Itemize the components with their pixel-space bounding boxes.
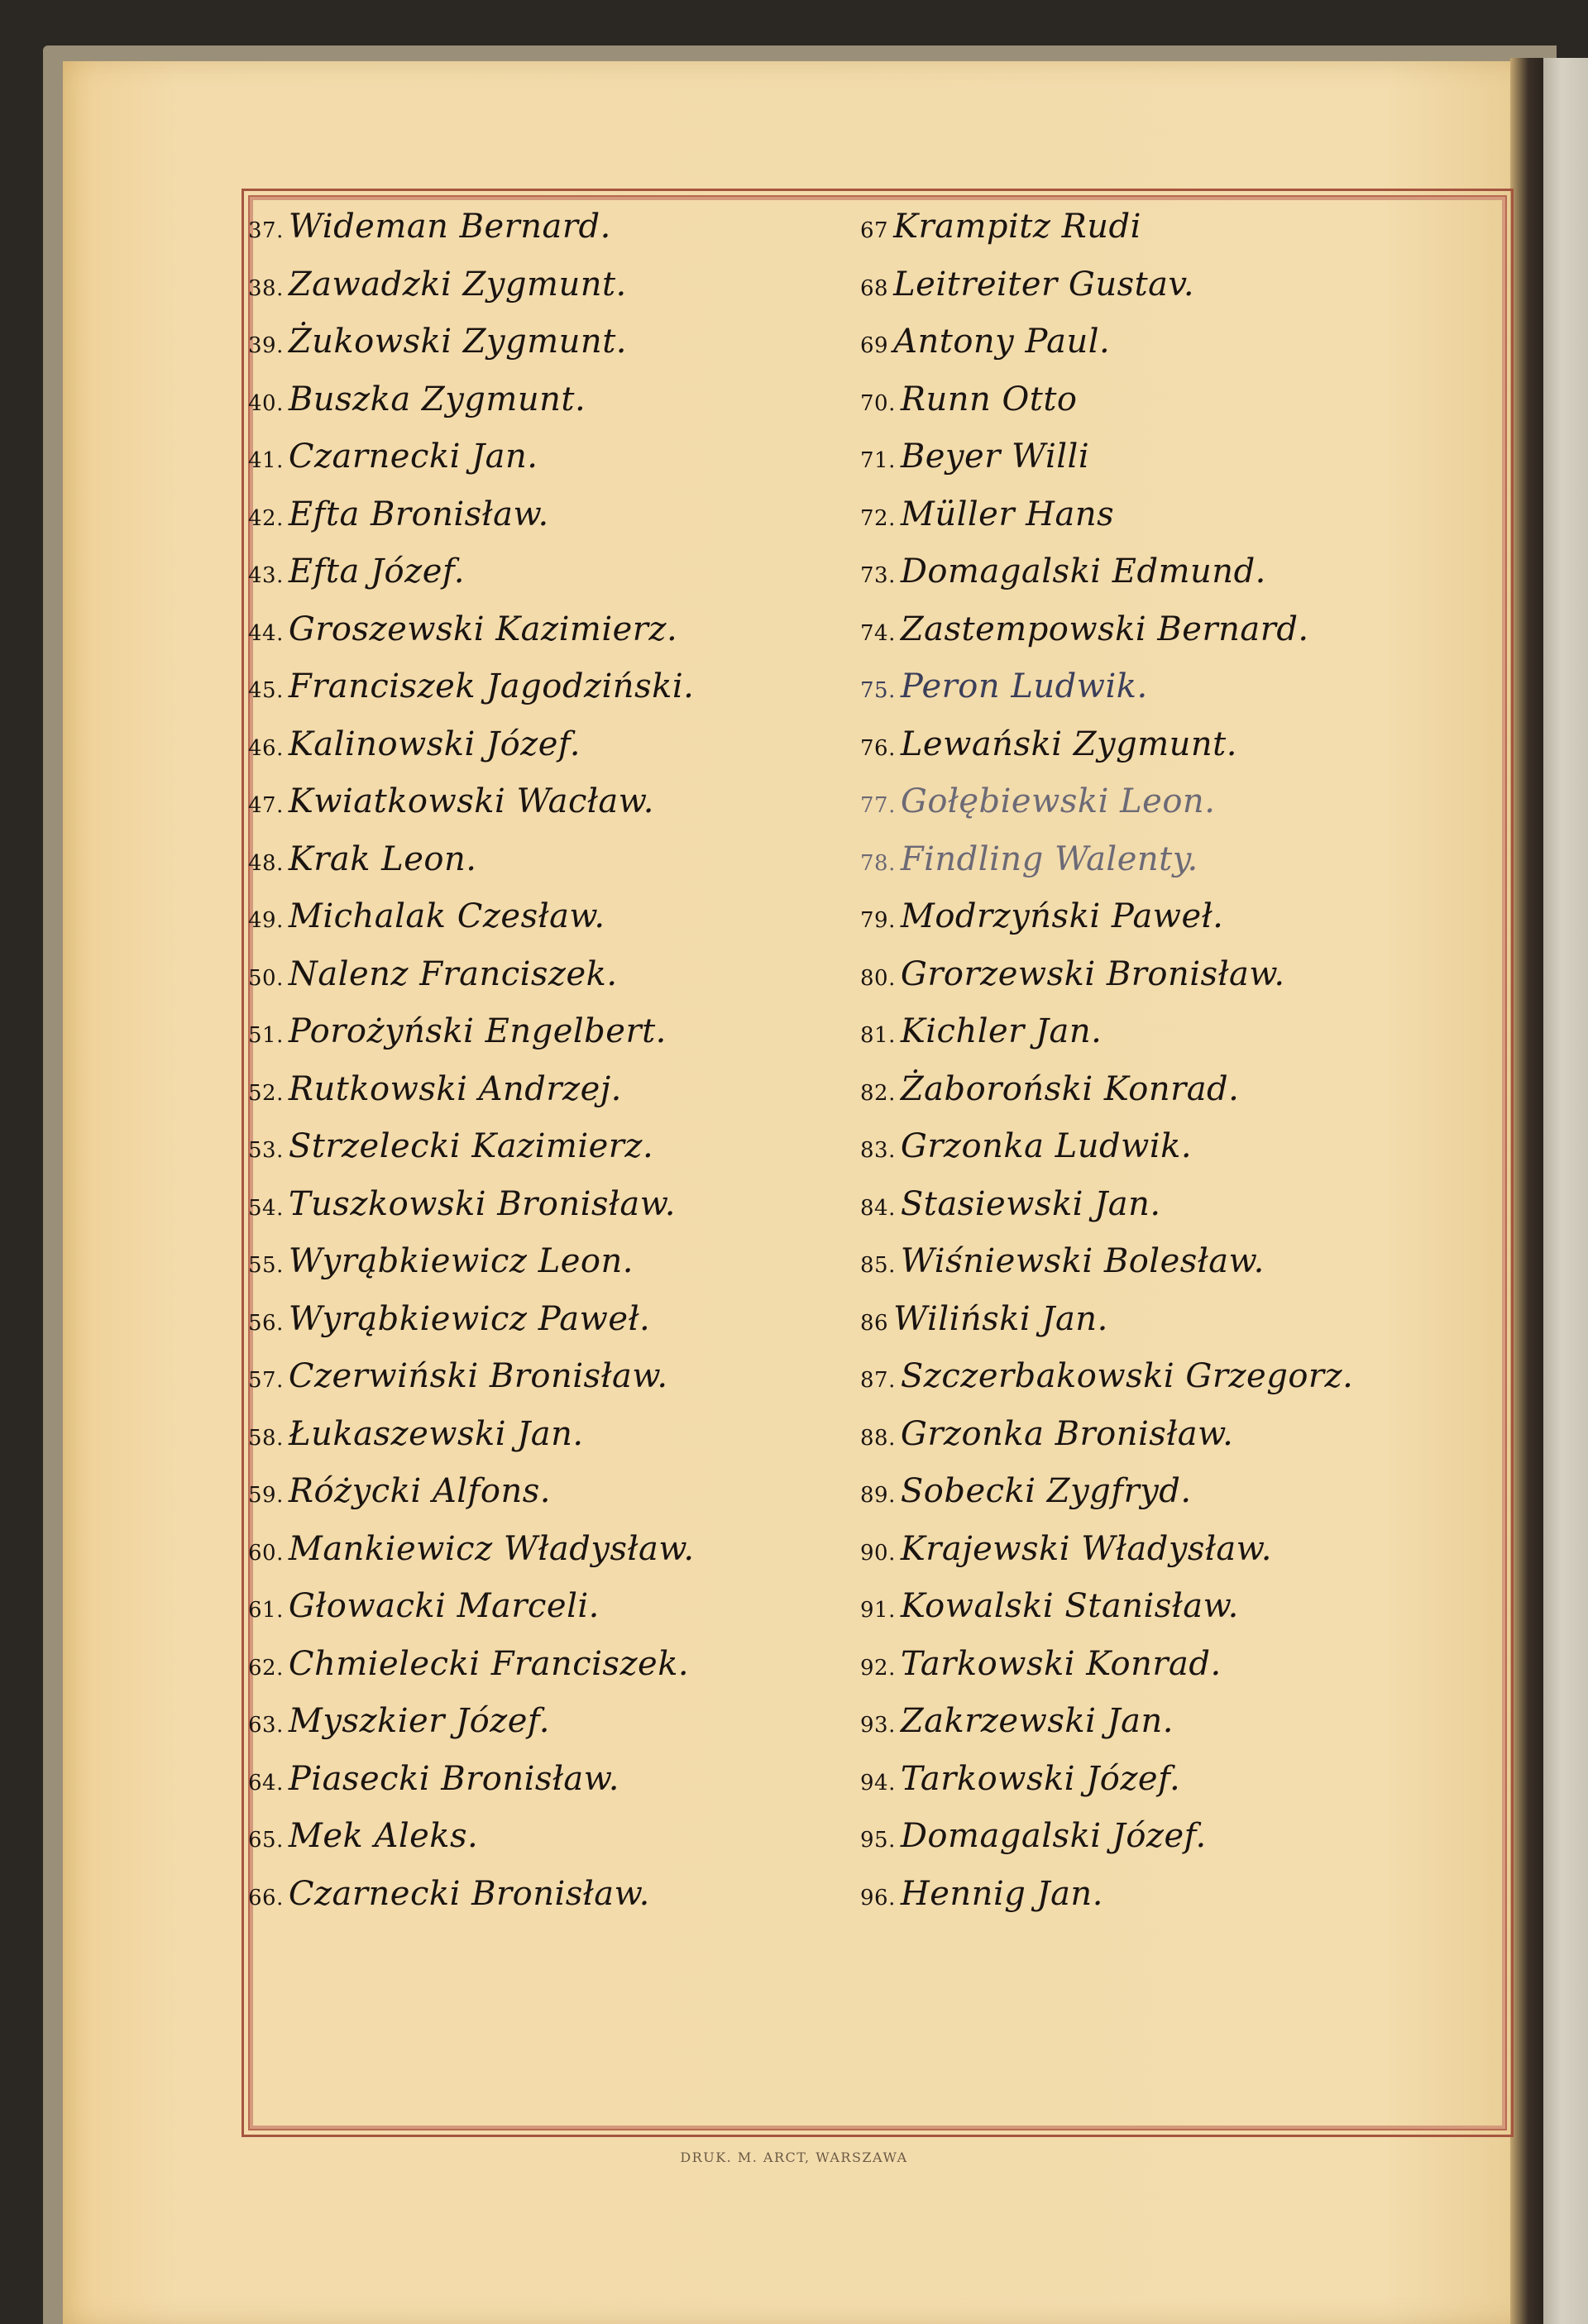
entry-name: Grzonka Bronisław. bbox=[900, 1414, 1234, 1453]
entry-name: Kichler Jan. bbox=[900, 1012, 1103, 1050]
signature-entry bbox=[248, 831, 860, 889]
signature-entry bbox=[860, 543, 1514, 601]
entry-number: 71. bbox=[860, 448, 896, 473]
entry-number: 51. bbox=[248, 1023, 284, 1048]
entry-name: Domagalski Józef. bbox=[900, 1817, 1207, 1855]
entry-number: 96. bbox=[860, 1885, 896, 1910]
entry-number: 40. bbox=[248, 390, 284, 416]
signature-entry bbox=[860, 773, 1514, 831]
entry-name: Żukowski Zygmunt. bbox=[288, 323, 627, 361]
signature-entry bbox=[860, 1406, 1514, 1464]
entry-name: Müller Hans bbox=[900, 495, 1115, 533]
signature-entry bbox=[248, 1233, 860, 1291]
entry-name: Strzelecki Kazimierz. bbox=[288, 1127, 654, 1165]
entry-name: Krampitz Rudi bbox=[893, 208, 1141, 246]
entry-name: Hennig Jan. bbox=[900, 1874, 1103, 1913]
entry-number: 84. bbox=[860, 1195, 896, 1221]
signature-entry bbox=[248, 601, 860, 659]
entry-number: 77. bbox=[860, 793, 896, 818]
entry-name: Buszka Zygmunt. bbox=[288, 380, 586, 418]
entry-number: 50. bbox=[248, 965, 284, 991]
signature-entry bbox=[860, 1463, 1514, 1521]
signature-entry bbox=[860, 601, 1514, 659]
entry-number: 88. bbox=[860, 1425, 896, 1451]
signature-entry bbox=[248, 1176, 860, 1234]
entry-number: 65. bbox=[248, 1828, 284, 1853]
entry-name: Grorzewski Bronisław. bbox=[900, 954, 1285, 993]
entry-name: Gołębiewski Leon. bbox=[900, 782, 1216, 820]
entry-number: 79. bbox=[860, 908, 896, 933]
entry-number: 72. bbox=[860, 505, 896, 531]
signature-entry bbox=[248, 1118, 860, 1176]
signature-entry bbox=[248, 1578, 860, 1636]
signature-entry bbox=[248, 1808, 860, 1866]
entry-name: Peron Ludwik. bbox=[900, 667, 1148, 705]
entry-number: 85. bbox=[860, 1253, 896, 1278]
entry-number: 59. bbox=[248, 1483, 284, 1508]
signature-entry bbox=[248, 1751, 860, 1809]
entry-number: 69 bbox=[860, 333, 889, 358]
signature-entry bbox=[248, 1693, 860, 1751]
signature-entry bbox=[860, 1003, 1514, 1061]
signature-entry bbox=[860, 1751, 1514, 1809]
entry-name: Sobecki Zygfryd. bbox=[900, 1472, 1192, 1510]
entry-number: 43. bbox=[248, 563, 284, 588]
entry-number: 60. bbox=[248, 1540, 284, 1566]
entry-number: 95. bbox=[860, 1828, 896, 1853]
entry-number: 83. bbox=[860, 1138, 896, 1163]
entry-name: Nalenz Franciszek. bbox=[288, 954, 618, 993]
entry-name: Mek Aleks. bbox=[288, 1817, 479, 1855]
signature-entry bbox=[248, 313, 860, 371]
signature-entry bbox=[248, 1061, 860, 1119]
entry-number: 57. bbox=[248, 1368, 284, 1393]
entry-number: 75. bbox=[860, 678, 896, 703]
entry-number: 48. bbox=[248, 850, 284, 876]
entry-number: 55. bbox=[248, 1253, 284, 1278]
signature-entry bbox=[860, 831, 1514, 889]
signature-entry bbox=[860, 946, 1514, 1004]
entry-number: 61. bbox=[248, 1598, 284, 1623]
left-signature-column bbox=[248, 198, 860, 1923]
entry-number: 47. bbox=[248, 793, 284, 818]
entry-number: 39. bbox=[248, 333, 284, 358]
entry-number: 92. bbox=[860, 1655, 896, 1681]
entry-name: Kalinowski Józef. bbox=[288, 724, 581, 763]
entry-number: 93. bbox=[860, 1713, 896, 1738]
entry-name: Michalak Czesław. bbox=[288, 897, 605, 935]
entry-number: 90. bbox=[860, 1540, 896, 1566]
entry-number: 58. bbox=[248, 1425, 284, 1451]
signature-entry bbox=[248, 658, 860, 716]
entry-name: Wiśniewski Bolesław. bbox=[900, 1242, 1265, 1280]
entry-name: Kowalski Stanisław. bbox=[900, 1587, 1239, 1625]
entry-number: 38. bbox=[248, 275, 284, 301]
entry-number: 37. bbox=[248, 218, 284, 243]
entry-name: Domagalski Edmund. bbox=[900, 552, 1266, 591]
entry-name: Wiliński Jan. bbox=[893, 1299, 1108, 1338]
entry-name: Stasiewski Jan. bbox=[900, 1184, 1161, 1223]
entry-number: 68 bbox=[860, 275, 889, 301]
entry-name: Zastempowski Bernard. bbox=[900, 610, 1309, 648]
signature-entry bbox=[860, 371, 1514, 429]
entry-name: Czerwiński Bronisław. bbox=[288, 1357, 668, 1395]
entry-name: Grzonka Ludwik. bbox=[900, 1127, 1193, 1165]
entry-number: 66. bbox=[248, 1885, 284, 1910]
entry-number: 86 bbox=[860, 1310, 889, 1336]
signature-entry bbox=[860, 1291, 1514, 1349]
entry-name: Findling Walenty. bbox=[900, 839, 1198, 878]
entry-name: Lewański Zygmunt. bbox=[900, 724, 1237, 763]
entry-number: 62. bbox=[248, 1655, 284, 1681]
signature-entry bbox=[860, 1693, 1514, 1751]
entry-name: Zawadzki Zygmunt. bbox=[288, 265, 627, 304]
signature-entry bbox=[860, 888, 1514, 946]
entry-name: Tarkowski Józef. bbox=[900, 1759, 1181, 1798]
signature-entry bbox=[860, 1866, 1514, 1924]
signature-entry bbox=[860, 1578, 1514, 1636]
entry-name: Zakrzewski Jan. bbox=[900, 1702, 1174, 1740]
entry-number: 73. bbox=[860, 563, 896, 588]
entry-name: Antony Paul. bbox=[893, 323, 1111, 361]
entry-name: Wyrąbkiewicz Paweł. bbox=[288, 1299, 651, 1338]
signature-entry bbox=[248, 716, 860, 774]
signature-entry bbox=[860, 1521, 1514, 1579]
entry-number: 53. bbox=[248, 1138, 284, 1163]
signature-entry bbox=[860, 486, 1514, 544]
signature-entry bbox=[860, 428, 1514, 486]
entry-name: Tarkowski Konrad. bbox=[900, 1644, 1222, 1683]
entry-number: 76. bbox=[860, 735, 896, 761]
entry-name: Wideman Bernard. bbox=[288, 208, 611, 246]
entry-number: 45. bbox=[248, 678, 284, 703]
signature-entry bbox=[860, 256, 1514, 314]
signature-entry bbox=[860, 198, 1514, 256]
entry-name: Efta Józef. bbox=[288, 552, 465, 591]
entry-name: Żaboroński Konrad. bbox=[900, 1069, 1240, 1108]
signature-entry bbox=[860, 1118, 1514, 1176]
signature-entry bbox=[248, 1866, 860, 1924]
book-gutter bbox=[1510, 58, 1543, 2324]
entry-name: Beyer Willi bbox=[900, 438, 1090, 476]
entry-name: Porożyński Engelbert. bbox=[288, 1012, 667, 1050]
entry-name: Franciszek Jagodziński. bbox=[288, 667, 695, 705]
signature-entry bbox=[248, 428, 860, 486]
signature-entry bbox=[248, 371, 860, 429]
entry-name: Piasecki Bronisław. bbox=[288, 1759, 619, 1798]
entry-name: Groszewski Kazimierz. bbox=[288, 610, 678, 648]
entry-number: 91. bbox=[860, 1598, 896, 1623]
entry-name: Runn Otto bbox=[900, 380, 1078, 418]
entry-name: Efta Bronisław. bbox=[288, 495, 549, 533]
entry-number: 94. bbox=[860, 1770, 896, 1796]
entry-name: Czarnecki Bronisław. bbox=[288, 1874, 650, 1913]
signature-entry bbox=[860, 313, 1514, 371]
signature-entry bbox=[248, 1463, 860, 1521]
entry-number: 63. bbox=[248, 1713, 284, 1738]
entry-name: Kwiatkowski Wacław. bbox=[288, 782, 654, 820]
signature-entry bbox=[248, 888, 860, 946]
entry-number: 80. bbox=[860, 965, 896, 991]
entry-name: Krak Leon. bbox=[288, 839, 477, 878]
entry-name: Wyrąbkiewicz Leon. bbox=[288, 1242, 634, 1280]
entry-number: 81. bbox=[860, 1023, 896, 1048]
signature-entry bbox=[860, 658, 1514, 716]
entry-name: Różycki Alfons. bbox=[288, 1472, 551, 1510]
signature-entry bbox=[248, 486, 860, 544]
signature-entry bbox=[248, 1636, 860, 1694]
signature-entry bbox=[248, 1406, 860, 1464]
signature-entry bbox=[860, 1636, 1514, 1694]
entry-number: 49. bbox=[248, 908, 284, 933]
entry-number: 87. bbox=[860, 1368, 896, 1393]
entry-number: 52. bbox=[248, 1080, 284, 1106]
entry-number: 78. bbox=[860, 850, 896, 876]
signature-entry bbox=[248, 773, 860, 831]
entry-name: Głowacki Marceli. bbox=[288, 1587, 600, 1625]
signature-entry bbox=[860, 1061, 1514, 1119]
printer-imprint: DRUK. M. ARCT, WARSZAWA bbox=[680, 2149, 908, 2165]
signature-entry bbox=[248, 1291, 860, 1349]
signature-entry bbox=[248, 543, 860, 601]
entry-number: 42. bbox=[248, 505, 284, 531]
entry-name: Leitreiter Gustav. bbox=[893, 265, 1195, 304]
entry-number: 70. bbox=[860, 390, 896, 416]
entry-number: 82. bbox=[860, 1080, 896, 1106]
signature-entry bbox=[248, 198, 860, 256]
signature-entry bbox=[248, 1003, 860, 1061]
entry-number: 67 bbox=[860, 218, 889, 243]
entry-name: Chmielecki Franciszek. bbox=[288, 1644, 690, 1683]
right-signature-column bbox=[860, 198, 1514, 1923]
entry-number: 64. bbox=[248, 1770, 284, 1796]
entry-name: Czarnecki Jan. bbox=[288, 438, 538, 476]
signature-entry bbox=[860, 1233, 1514, 1291]
signature-entry bbox=[860, 1348, 1514, 1406]
entry-number: 89. bbox=[860, 1483, 896, 1508]
signature-entry bbox=[860, 716, 1514, 774]
entry-number: 74. bbox=[860, 620, 896, 646]
entry-name: Krajewski Władysław. bbox=[900, 1529, 1272, 1568]
signature-entry bbox=[248, 946, 860, 1004]
signature-entry bbox=[248, 256, 860, 314]
entry-number: 46. bbox=[248, 735, 284, 761]
signature-entry bbox=[248, 1521, 860, 1579]
entry-name: Łukaszewski Jan. bbox=[288, 1414, 584, 1453]
entry-number: 41. bbox=[248, 448, 284, 473]
signature-entry bbox=[248, 1348, 860, 1406]
entry-name: Mankiewicz Władysław. bbox=[288, 1529, 695, 1568]
entry-name: Szczerbakowski Grzegorz. bbox=[900, 1357, 1354, 1395]
entry-name: Rutkowski Andrzej. bbox=[288, 1069, 622, 1108]
signature-entry bbox=[860, 1808, 1514, 1866]
signature-entry bbox=[860, 1176, 1514, 1234]
entry-name: Modrzyński Paweł. bbox=[900, 897, 1224, 935]
entry-number: 56. bbox=[248, 1310, 284, 1336]
entry-number: 54. bbox=[248, 1195, 284, 1221]
entry-name: Tuszkowski Bronisław. bbox=[288, 1184, 676, 1223]
entry-number: 44. bbox=[248, 620, 284, 646]
next-page-edge bbox=[1543, 58, 1588, 2324]
entry-name: Myszkier Józef. bbox=[288, 1702, 551, 1740]
